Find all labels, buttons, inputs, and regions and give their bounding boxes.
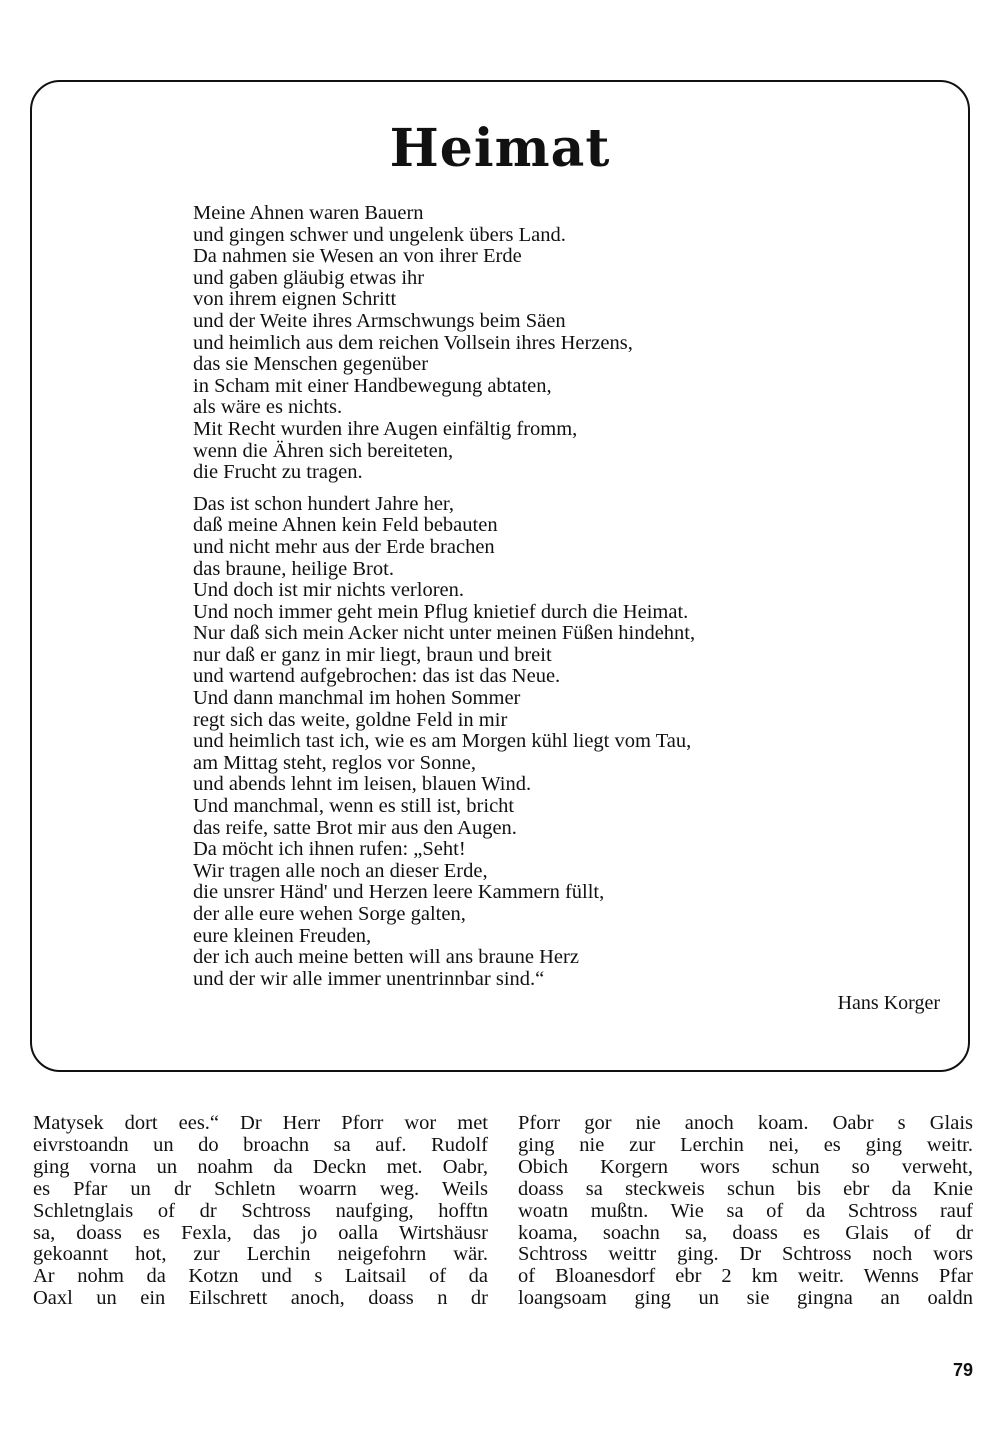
story-line: koama, soachn sa, doass es Glais of dr	[518, 1221, 973, 1244]
story-line: doass sa steckweis schun bis ebr da Knie	[518, 1177, 973, 1200]
poem-line: die unsrer Händ' und Herzen leere Kammern füllt,	[193, 881, 605, 904]
poem-line: von ihrem eignen Schritt	[193, 288, 397, 311]
story-line: woatn mußtn. Wie sa of da Schtross rauf	[518, 1199, 973, 1222]
poem-line: und der wir alle immer unentrinnbar sind.“	[193, 967, 545, 990]
poem-line: und nicht mehr aus der Erde brachen	[193, 535, 495, 558]
poem-line: der ich auch meine betten will ans braune Herz	[193, 946, 579, 969]
poem-line: und heimlich aus dem reichen Vollsein ihres Herzens,	[193, 331, 633, 354]
poem-line: eure kleinen Freuden,	[193, 924, 372, 947]
poem-line: Meine Ahnen waren Bauern	[193, 202, 424, 224]
poem-line: Und dann manchmal im hohen Sommer	[193, 687, 521, 710]
poem-stanza-2	[193, 494, 953, 991]
poem-line: Nur daß sich mein Acker nicht unter meinen Füßen hindehnt,	[193, 622, 696, 645]
story-line: Oaxl un ein Eilschrett anoch, doass n dr	[33, 1287, 488, 1310]
story-column-left	[33, 1113, 488, 1310]
story-line: Matysek dort ees.“ Dr Herr Pforr wor met	[33, 1112, 488, 1134]
poem-line: das reife, satte Brot mir aus den Augen.	[193, 816, 517, 839]
story-line: Obich Korgern wors schun so verweht,	[518, 1155, 973, 1178]
story-line: Pforr gor nie anoch koam. Oabr s Glais	[518, 1112, 973, 1134]
poem-line: Und doch ist mir nichts verloren.	[193, 579, 465, 602]
poem-line: das sie Menschen gegenüber	[193, 353, 429, 376]
poem-line: wenn die Ähren sich bereiteten,	[193, 439, 454, 462]
poem-line: als wäre es nichts.	[193, 396, 343, 419]
poem-line: am Mittag steht, reglos vor Sonne,	[193, 751, 476, 774]
poem-line: und heimlich tast ich, wie es am Morgen kühl liegt vom Tau,	[193, 730, 692, 753]
story-line: Ar nohm da Kotzn und s Laitsail of da	[33, 1265, 488, 1288]
poem-line: der alle eure wehen Sorge galten,	[193, 903, 466, 925]
poem-body	[193, 203, 953, 990]
poem-line: Mit Recht wurden ihre Augen einfältig fromm,	[193, 417, 578, 440]
story-line: Schletnglais of dr Schtross naufging, hofftn	[33, 1199, 488, 1222]
poem-author: Hans Korger	[837, 992, 940, 1014]
poem-title: Heimat	[389, 118, 611, 179]
poem-line: und gaben gläubig etwas ihr	[193, 266, 425, 289]
poem-line: daß meine Ahnen kein Feld bebauten	[193, 514, 498, 537]
story-line: of Bloanesdorf ebr 2 km weitr. Wenns Pfar	[518, 1265, 973, 1288]
poem-line: und der Weite ihres Armschwungs beim Säen	[193, 309, 566, 332]
story-line: ging vorna un noahm da Deckn met. Oabr,	[33, 1155, 488, 1178]
story-column-right	[518, 1113, 973, 1310]
story-line: es Pfar un dr Schletn woarrn weg. Weils	[33, 1177, 488, 1200]
poem-line: regt sich das weite, goldne Feld in mir	[193, 708, 508, 731]
poem-line: Da nahmen sie Wesen an von ihrer Erde	[193, 245, 522, 268]
poem-line: Das ist schon hundert Jahre her,	[193, 492, 455, 515]
poem-line: und gingen schwer und ungelenk übers Land.	[193, 223, 566, 246]
poem-line: Und manchmal, wenn es still ist, bricht	[193, 795, 515, 818]
poem-line: nur daß er ganz in mir liegt, braun und breit	[193, 643, 552, 666]
poem-line: das braune, heilige Brot.	[193, 557, 394, 580]
story-line: sa, doass es Fexla, das jo oalla Wirtshäusr	[33, 1221, 488, 1244]
story-line: gekoannt hot, zur Lerchin neigefohrn wär.	[33, 1243, 488, 1266]
poem-line: die Frucht zu tragen.	[193, 461, 363, 484]
poem-line: in Scham mit einer Handbewegung abtaten,	[193, 374, 552, 397]
story-line: Schtross weittr ging. Dr Schtross noch wors	[518, 1243, 973, 1266]
poem-line: Und noch immer geht mein Pflug knietief durch die Heimat.	[193, 600, 689, 623]
poem-line: Wir tragen alle noch an dieser Erde,	[193, 859, 488, 882]
poem-line: und abends lehnt im leisen, blauen Wind.	[193, 773, 532, 796]
story-line: eivrstoandn un do broachn sa auf. Rudolf	[33, 1133, 488, 1156]
poem-line: Da möcht ich ihnen rufen: „Seht!	[193, 838, 466, 861]
poem-line: und wartend aufgebrochen: das ist das Neue.	[193, 665, 561, 688]
page-number: 79	[952, 1360, 973, 1380]
story-line: loangsoam ging un sie gingna an oaldn	[518, 1287, 973, 1310]
poem-stanza-1	[193, 203, 953, 484]
story-line: ging nie zur Lerchin nei, es ging weitr.	[518, 1133, 973, 1156]
